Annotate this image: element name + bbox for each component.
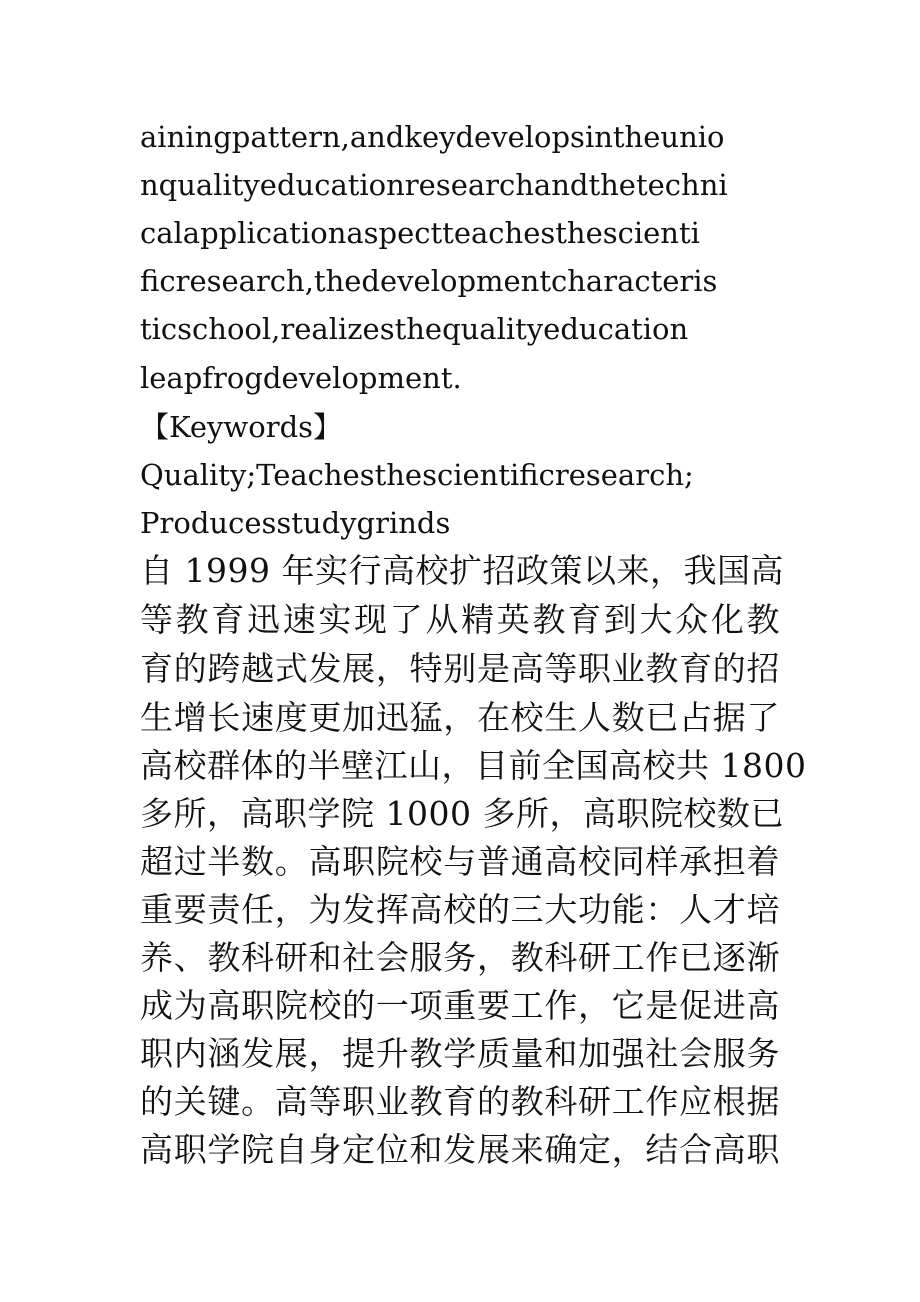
abstract-line: ticschool,realizesthequalityeducation: [140, 312, 689, 346]
keywords-line: Quality;Teachesthescientificresearch;: [140, 458, 694, 492]
body-line: 生增长速度更加迅猛，在校生人数已占据了: [140, 698, 780, 737]
keywords-label: 【Keywords】: [140, 410, 343, 444]
body-line: 育的跨越式发展，特别是高等职业教育的招: [140, 649, 780, 688]
abstract-line: calapplicationaspectteachesthescienti: [140, 216, 700, 250]
body-line: 高职学院自身定位和发展来确定，结合高职: [140, 1130, 780, 1169]
body-line: 成为高职院校的一项重要工作，它是促进高: [140, 986, 780, 1025]
abstract-line: nqualityeducationresearchandthetechni: [140, 168, 728, 202]
body-line: 自 1999 年实行高校扩招政策以来，我国高: [140, 551, 784, 590]
body-line: 养、教科研和社会服务，教科研工作已逐渐: [140, 938, 780, 977]
keywords-line: Producesstudygrinds: [140, 506, 451, 540]
body-line: 的关键。高等职业教育的教科研工作应根据: [140, 1082, 780, 1121]
body-line: 超过半数。高职院校与普通高校同样承担着: [140, 842, 780, 881]
body-line: 等教育迅速实现了从精英教育到大众化教: [140, 600, 780, 639]
abstract-line: ainingpattern,andkeydevelopsintheunio: [140, 120, 725, 154]
body-line: 高校群体的半壁江山，目前全国高校共 1800: [140, 746, 807, 785]
body-line: 重要责任，为发挥高校的三大功能：人才培: [140, 890, 780, 929]
abstract-line: ficresearch,thedevelopmentcharacteris: [140, 264, 718, 298]
body-line: 职内涵发展，提升教学质量和加强社会服务: [140, 1034, 780, 1073]
body-line: 多所，高职学院 1000 多所，高职院校数已: [140, 794, 784, 833]
abstract-line: leapfrogdevelopment.: [140, 361, 462, 395]
